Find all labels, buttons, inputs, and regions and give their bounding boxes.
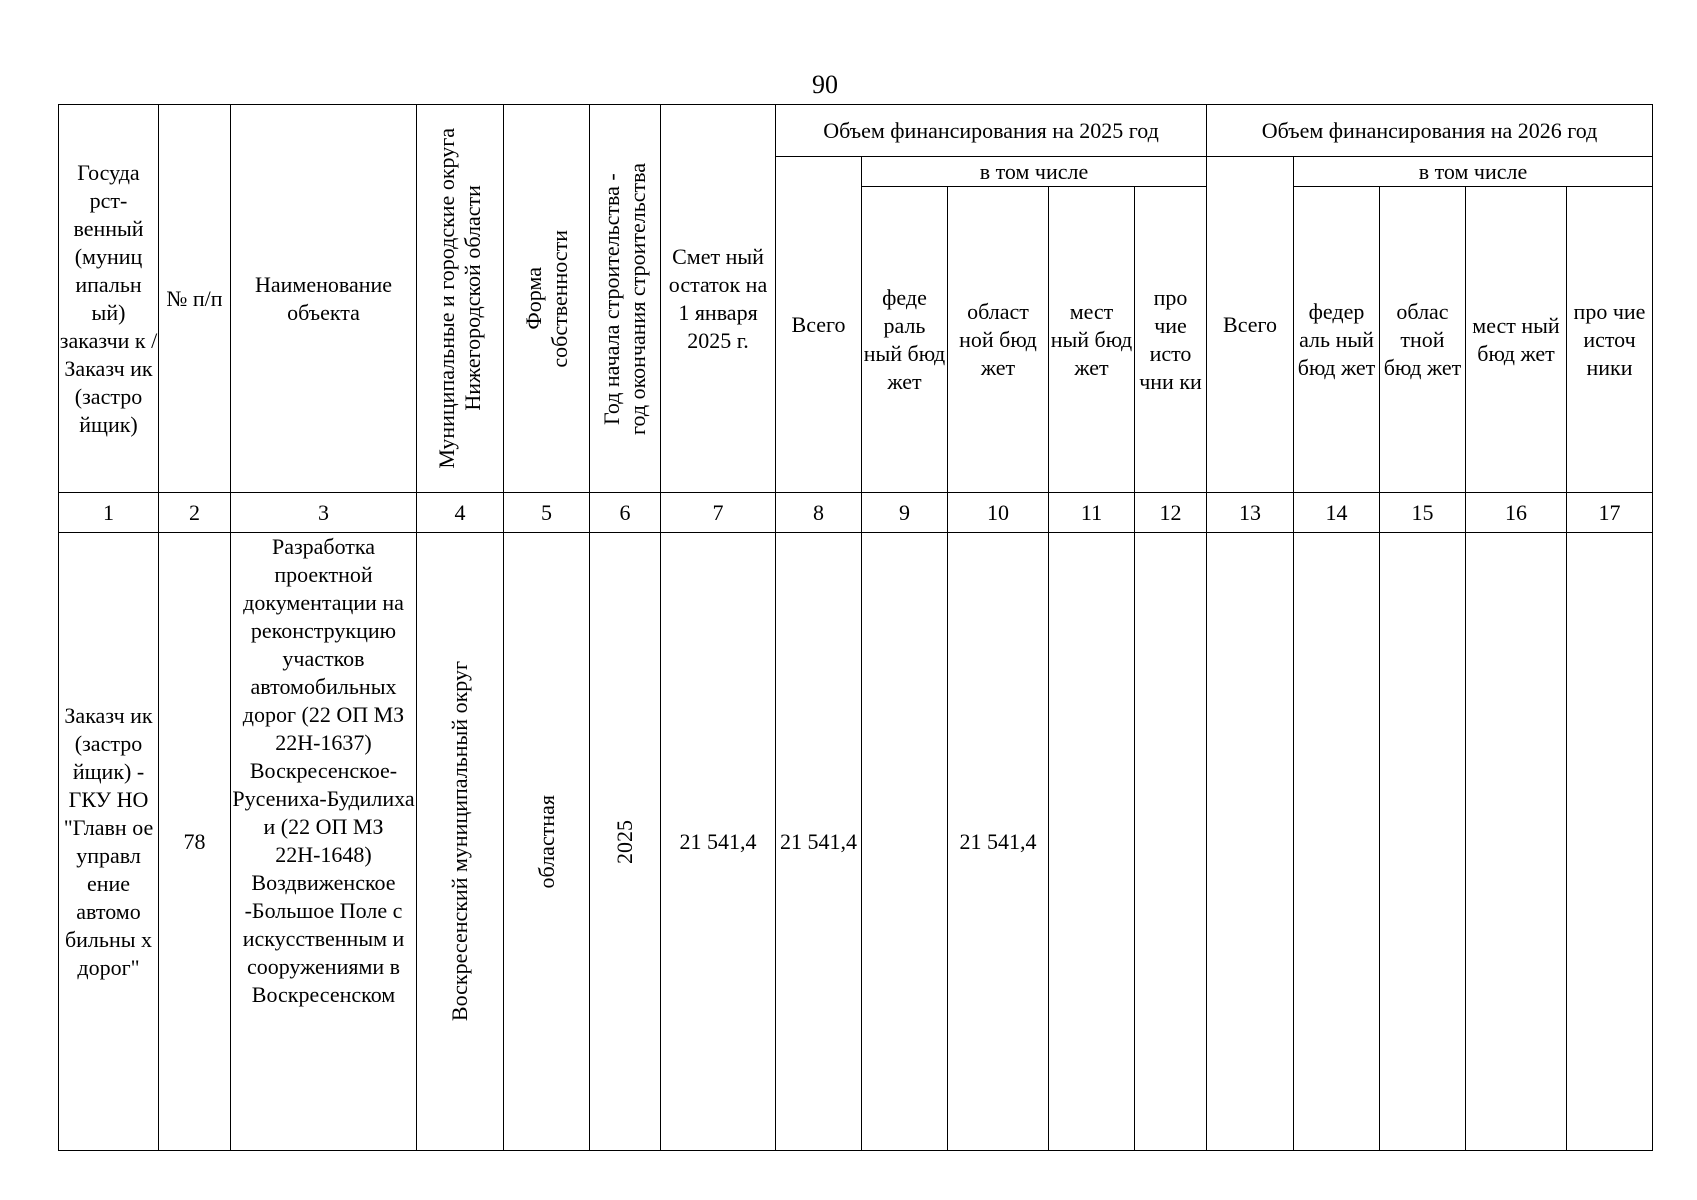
column-number: 1 — [59, 493, 159, 533]
header-ownership: Форма собственности — [504, 105, 590, 493]
header-object-name: Наименование объекта — [231, 105, 417, 493]
header-total-2026: Всего — [1207, 157, 1294, 493]
cell-local-2025 — [1049, 533, 1135, 1151]
header-other-2026: про чие источ ники — [1567, 187, 1653, 493]
financing-table — [58, 104, 1653, 1151]
column-number: 16 — [1466, 493, 1567, 533]
cell-other-2026 — [1567, 533, 1653, 1151]
column-number: 11 — [1049, 493, 1135, 533]
cell-other-2025 — [1135, 533, 1207, 1151]
header-local-2025: мест ный бюд жет — [1049, 187, 1135, 493]
header-regional-2026: облас тной бюд жет — [1380, 187, 1466, 493]
cell-total-2025: 21 541,4 — [776, 533, 862, 1151]
cell-regional-2026 — [1380, 533, 1466, 1151]
header-other-2025: про чие исто чни ки — [1135, 187, 1207, 493]
header-district: Муниципальные и городские округа Нижегородской области — [417, 105, 504, 493]
header-including-2025: в том числе — [862, 157, 1207, 187]
header-local-2026: мест ный бюд жет — [1466, 187, 1567, 493]
cell-district: Воскресенский муниципальный округ — [417, 533, 504, 1151]
column-number: 9 — [862, 493, 948, 533]
cell-ownership: областная — [504, 533, 590, 1151]
cell-object-name: Разработка проектной документации на реконструкцию участков автомобильных дорог (22 ОП МЗ 22Н-1637) Воскресенское-Русениха-Будилиха и (22 ОП МЗ 22Н-1648) Воздвиженское -Большое Поле с искусственным и сооружениями в Воскресенском — [231, 533, 417, 1151]
column-number: 15 — [1380, 493, 1466, 533]
column-number: 7 — [661, 493, 776, 533]
column-number: 6 — [590, 493, 661, 533]
cell-number: 78 — [159, 533, 231, 1151]
column-number: 4 — [417, 493, 504, 533]
column-number: 3 — [231, 493, 417, 533]
header-federal-2026: федер аль ный бюд жет — [1294, 187, 1380, 493]
cell-local-2026 — [1466, 533, 1567, 1151]
column-number: 13 — [1207, 493, 1294, 533]
header-financing-2026: Объем финансирования на 2026 год — [1207, 105, 1653, 157]
header-years: Год начала строительства - год окончания строительства — [590, 105, 661, 493]
table-row — [59, 533, 1653, 1151]
cell-regional-2025: 21 541,4 — [948, 533, 1049, 1151]
column-number: 17 — [1567, 493, 1653, 533]
header-regional-2025: област ной бюд жет — [948, 187, 1049, 493]
header-including-2026: в том числе — [1294, 157, 1653, 187]
header-row-group — [59, 105, 1653, 157]
header-number: № п/п — [159, 105, 231, 493]
header-financing-2025: Объем финансирования на 2025 год — [776, 105, 1207, 157]
cell-total-2026 — [1207, 533, 1294, 1151]
column-number: 10 — [948, 493, 1049, 533]
header-customer: Госуда рст-венный (муниц ипальн ый) заказчи к / Заказч ик (застро йщик) — [59, 105, 159, 493]
header-total-2025: Всего — [776, 157, 862, 493]
column-number: 12 — [1135, 493, 1207, 533]
column-number: 14 — [1294, 493, 1380, 533]
cell-remaining-estimate: 21 541,4 — [661, 533, 776, 1151]
page-number: 90 — [812, 70, 838, 99]
column-number: 8 — [776, 493, 862, 533]
header-federal-2025: феде раль ный бюд жет — [862, 187, 948, 493]
column-number: 2 — [159, 493, 231, 533]
cell-customer: Заказч ик (застро йщик) - ГКУ НО "Главн ое управл ение автомо бильны х дорог" — [59, 533, 159, 1151]
cell-years: 2025 — [590, 533, 661, 1151]
cell-federal-2026 — [1294, 533, 1380, 1151]
cell-federal-2025 — [862, 533, 948, 1151]
column-numbers-row — [59, 493, 1653, 533]
column-number: 5 — [504, 493, 590, 533]
header-remaining-estimate: Смет ный остаток на 1 января 2025 г. — [661, 105, 776, 493]
